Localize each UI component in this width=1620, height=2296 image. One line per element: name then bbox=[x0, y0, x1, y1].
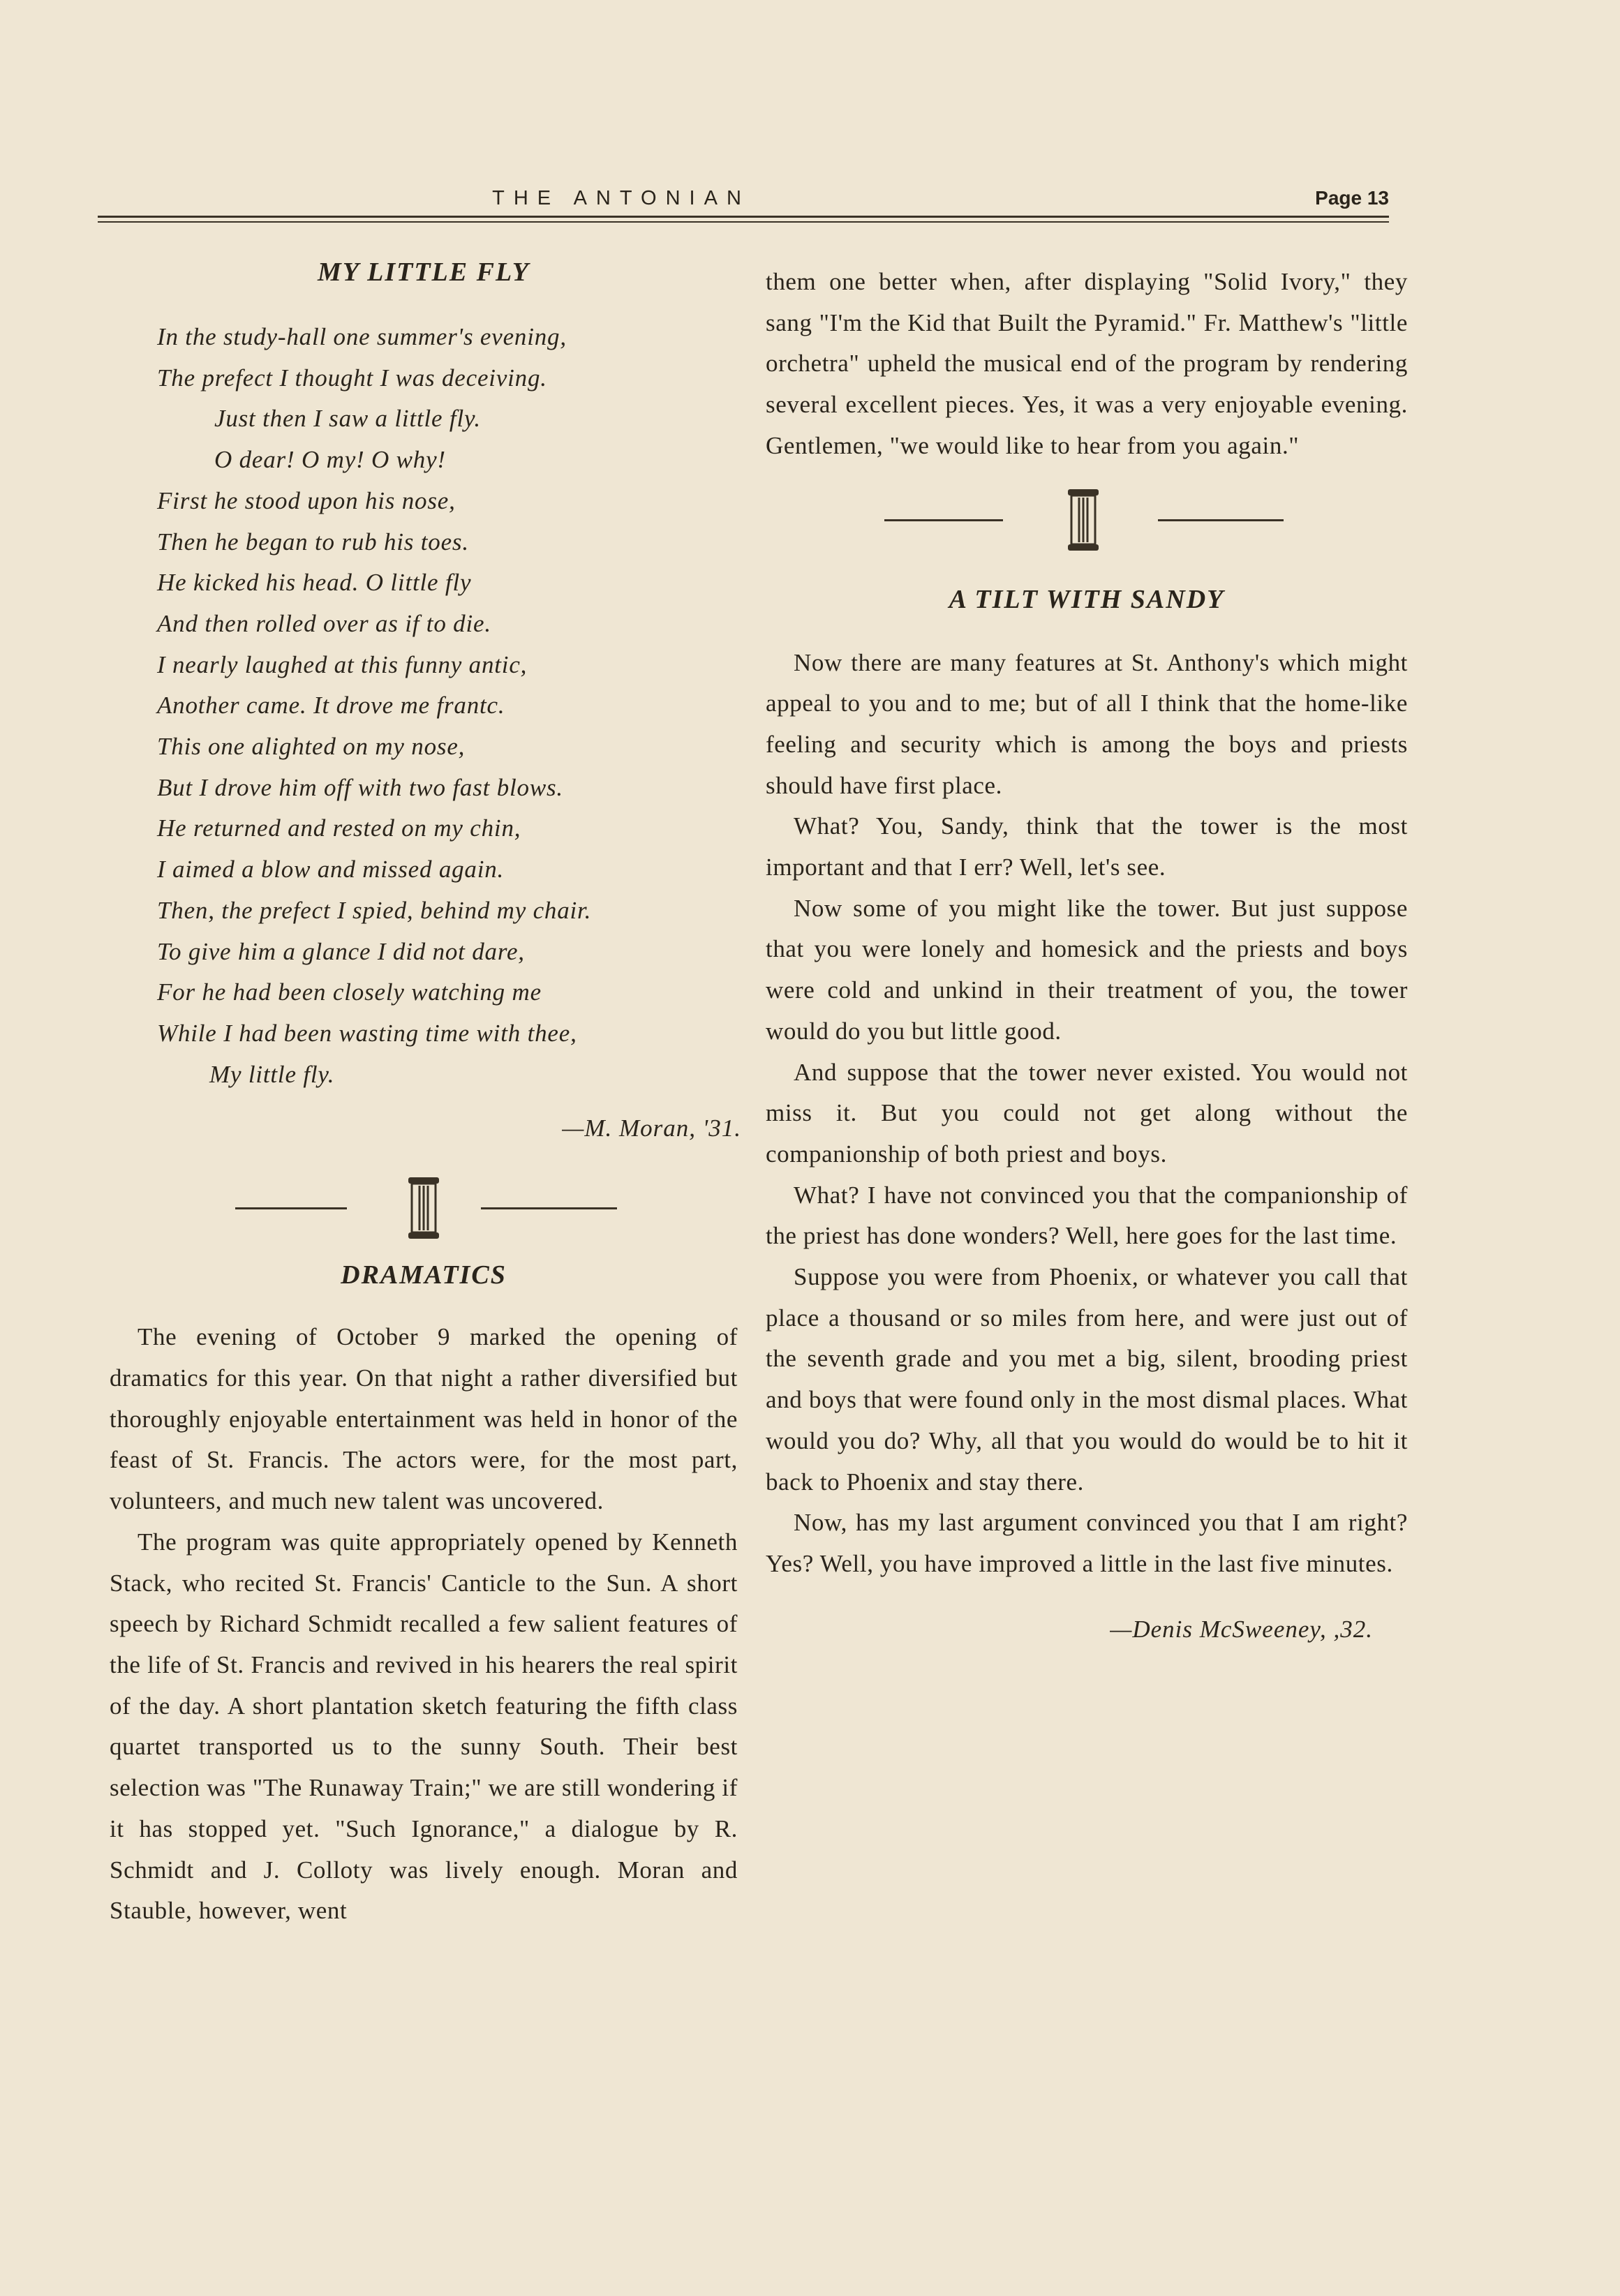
poem-line: He returned and rested on my chin, bbox=[157, 814, 521, 842]
tilt-title: A TILT WITH SANDY bbox=[949, 584, 1225, 614]
running-header bbox=[98, 187, 1389, 215]
poem-title: MY LITTLE FLY bbox=[318, 258, 530, 287]
tilt-body bbox=[766, 643, 1408, 1585]
section-divider bbox=[110, 1169, 738, 1246]
header-rule-top bbox=[98, 216, 1389, 218]
tilt-paragraph: Now, has my last argument convinced you that I am right? Yes? Well, you have improved a little in the last five minutes. bbox=[766, 1509, 1408, 1577]
poem-line: Another came. It drove me frantc. bbox=[157, 692, 505, 720]
poem-line: And then rolled over as if to die. bbox=[157, 609, 491, 637]
poem-author: —M. Moran, '31. bbox=[562, 1115, 741, 1142]
poem-lines bbox=[157, 317, 738, 1095]
divider-line-left bbox=[235, 1207, 347, 1209]
dramatics-paragraph: The program was quite appropriately opened by Kenneth Stack, who recited St. Francis' Canticle to the Sun. A short speech by Richard Schmidt recalled a few salient features of the life of St. Francis and revived in his hearers the real spirit of the day. A short plantation sketch featuring the fifth class quartet transported us to the sunny South. Their best selection was "The Runaway Train;" we are still wondering if it has stopped yet. "Such Ignorance," a dialogue by R. Schmidt and J. Colloty was lively enough. Moran and Stauble, however, went bbox=[110, 1528, 738, 1925]
divider-line-right bbox=[1158, 519, 1284, 521]
right-column bbox=[766, 262, 1408, 1643]
poem-line: My little fly. bbox=[209, 1060, 335, 1088]
tilt-paragraph: Now some of you might like the tower. But just suppose that you were lonely and homesick and the priests and boys were cold and unkind in their treatment of you, the tower would do you but little good. bbox=[766, 894, 1408, 1045]
poem-line: This one alighted on my nose, bbox=[157, 733, 466, 761]
header-rule-bottom bbox=[98, 221, 1389, 223]
poem-line: For he had been closely watching me bbox=[157, 978, 542, 1006]
tilt-paragraph: Suppose you were from Phoenix, or whatever you call that place a thousand or so miles from here, and were just out of the seventh grade and you met a big, silent, brooding priest and boys that were found only in the most dismal places. What would you do? Why, all that you would do would be to hit it back to Phoenix and stay there. bbox=[766, 1263, 1408, 1496]
dramatics-paragraph: The evening of October 9 marked the opening of dramatics for this year. On that night a rather diversified but thoroughly enjoyable entertainment was held in honor of the feast of St. Francis. The actors were, for the most part, volunteers, and much new talent was uncovered. bbox=[110, 1323, 738, 1515]
poem-line: While I had been wasting time with thee, bbox=[157, 1019, 577, 1047]
poem-line: Then, the prefect I spied, behind my chair. bbox=[157, 896, 592, 924]
divider-line-right bbox=[481, 1207, 617, 1209]
poem-line: I aimed a blow and missed again. bbox=[157, 856, 505, 884]
section-divider bbox=[766, 481, 1408, 558]
poem-line: The prefect I thought I was deceiving. bbox=[157, 364, 547, 392]
page-number: Page 13 bbox=[1315, 187, 1389, 209]
poem-line: O dear! O my! O why! bbox=[214, 446, 446, 474]
poem-line: Then he began to rub his toes. bbox=[157, 528, 469, 556]
dramatics-continuation: them one better when, after displaying "Solid Ivory," they sang "I'm the Kid that Built the Pyramid." Fr. Matthew's "little orchetra" upheld the musical end of the program by rendering several excellent pieces. Yes, it was a very enjoyable evening. Gentlemen, "we would like to hear from you again." bbox=[766, 268, 1408, 459]
tilt-paragraph: What? I have not convinced you that the companionship of the priest has done wonders? Well, here goes for the last time. bbox=[766, 1181, 1408, 1250]
poem-line: But I drove him off with two fast blows. bbox=[157, 773, 563, 801]
tilt-author: —Denis McSweeney, ,32. bbox=[1110, 1615, 1373, 1643]
poem-line: I nearly laughed at this funny antic, bbox=[157, 650, 528, 678]
divider-line-left bbox=[884, 519, 1003, 521]
publication-title: THE ANTONIAN bbox=[492, 187, 750, 209]
poem-line: To give him a glance I did not dare, bbox=[157, 937, 525, 965]
left-column bbox=[110, 257, 741, 1932]
tilt-paragraph: What? You, Sandy, think that the tower is the most important and that I err? Well, let's see. bbox=[766, 812, 1408, 881]
poem-line: First he stood upon his nose, bbox=[157, 486, 456, 514]
poem-line: He kicked his head. O little fly bbox=[157, 569, 472, 597]
ornament-icon bbox=[1066, 488, 1101, 552]
dramatics-title: DRAMATICS bbox=[341, 1260, 507, 1290]
tilt-paragraph: And suppose that the tower never existed. You would not miss it. But you could not get along without the companionship of both priest and boys. bbox=[766, 1058, 1408, 1168]
ornament-icon bbox=[406, 1176, 441, 1240]
tilt-paragraph: Now there are many features at St. Anthony's which might appeal to you and to me; but of all I think that the home-like feeling and security which is among the boys and priests should have first place. bbox=[766, 648, 1408, 799]
dramatics-body bbox=[110, 1317, 738, 1932]
poem-line: Just then I saw a little fly. bbox=[214, 405, 481, 433]
poem-line: In the study-hall one summer's evening, bbox=[157, 323, 567, 350]
